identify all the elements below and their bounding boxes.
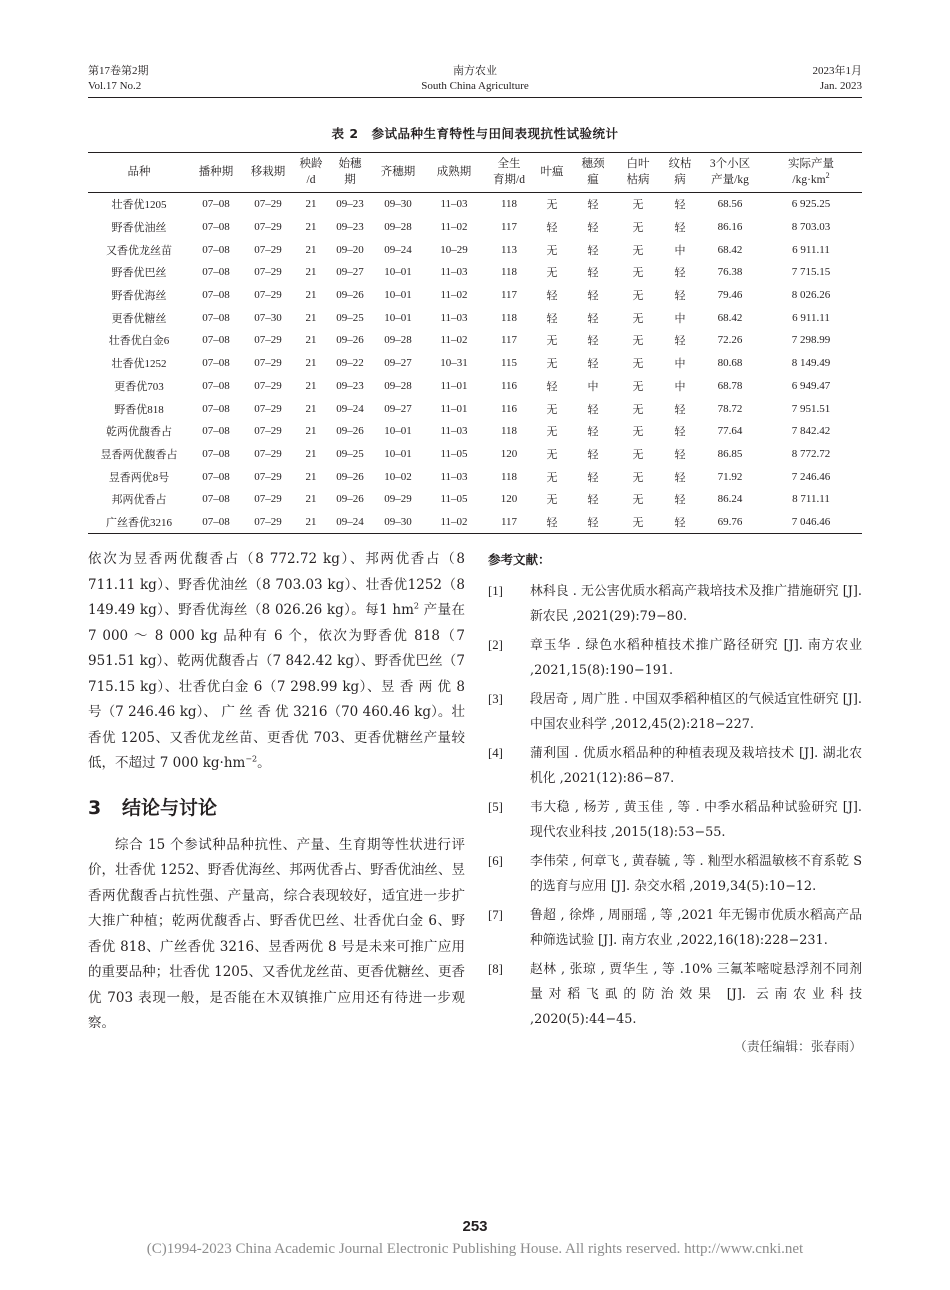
cell-leaf-blight: 无 [632, 222, 644, 235]
cell-growth-period: 117 [500, 221, 518, 234]
cell-sheath-blight: 轻 [674, 403, 686, 416]
cell-leaf-blast: 无 [546, 267, 558, 280]
reference-list [488, 579, 862, 1032]
cell-variety: 又香优龙丝苗 [106, 244, 172, 257]
cell-leaf-blast: 轻 [546, 312, 558, 325]
cell-actual-yield: 7 246.46 [791, 470, 831, 483]
cell-full-heading: 09–29 [384, 493, 412, 506]
cell-plot-yield: 72.26 [717, 334, 743, 347]
col-heading-start: 始穗 期 [328, 153, 372, 193]
cell-growth-period: 116 [500, 379, 518, 392]
cell-transplant: 07–29 [254, 379, 282, 392]
cell-maturity: 11–02 [424, 511, 484, 534]
cell-leaf-blast: 轻 [546, 380, 558, 393]
cell-seedling-age: 21 [305, 357, 317, 370]
cell-variety: 野香优巴丝 [111, 267, 167, 280]
cell-heading-start: 09–26 [336, 493, 364, 506]
cell-leaf-blight: 无 [632, 267, 644, 280]
table-row [88, 375, 862, 398]
cell-seedling-age: 21 [305, 447, 317, 460]
cell-full-heading: 09–30 [384, 198, 412, 211]
cell-full-heading: 09–28 [384, 221, 412, 234]
cell-full-heading: 09–30 [372, 511, 424, 534]
cell-heading-start: 09–26 [336, 289, 364, 302]
cell-variety: 壮香优白金6 [108, 335, 170, 348]
cell-maturity: 11–05 [440, 493, 468, 506]
cell-leaf-blast: 无 [546, 448, 558, 461]
cell-actual-yield: 7 298.99 [791, 334, 831, 347]
reference-number: [5] [488, 800, 503, 814]
cell-variety: 壮香优1205 [111, 199, 167, 212]
cell-growth-period: 120 [500, 493, 518, 506]
cell-variety: 邦两优香占 [111, 494, 167, 507]
cell-leaf-blast: 无 [546, 426, 558, 439]
col-sowing: 播种期 [190, 153, 242, 193]
cell-heading-start: 09–23 [336, 221, 364, 234]
cell-plot-yield: 79.46 [717, 289, 743, 302]
cell-transplant: 07–29 [254, 357, 282, 370]
cell-growth-period: 117 [500, 289, 518, 302]
cell-actual-yield: 6 911.11 [792, 243, 830, 256]
cell-heading-start: 09–23 [336, 379, 364, 392]
cell-growth-period: 118 [500, 425, 518, 438]
cell-transplant: 07–29 [254, 334, 282, 347]
col-seedling-age: 秧龄 /d [294, 153, 328, 193]
cell-leaf-blight: 无 [632, 471, 644, 484]
table-row [88, 465, 862, 488]
cell-sheath-blight: 轻 [660, 511, 700, 534]
reference-number: [7] [488, 908, 503, 922]
cell-sheath-blight: 中 [674, 358, 686, 371]
cell-plot-yield: 76.38 [717, 266, 743, 279]
cell-variety: 壮香优1252 [111, 358, 167, 371]
cell-seedling-age: 21 [305, 198, 317, 211]
table-row [88, 443, 862, 466]
cell-neck-blast: 轻 [587, 290, 599, 303]
left-column [88, 547, 465, 1037]
col-leaf-blast: 叶瘟 [534, 153, 570, 193]
cell-leaf-blast: 轻 [534, 511, 570, 534]
running-header [88, 64, 862, 98]
header-volume-cn: 第17卷第2期 [88, 65, 149, 77]
cell-heading-start: 09–23 [336, 198, 364, 211]
cell-variety: 更香优糖丝 [111, 312, 167, 325]
cell-sheath-blight: 轻 [674, 267, 686, 280]
table-header-row [88, 153, 862, 193]
cell-sheath-blight: 轻 [674, 290, 686, 303]
cell-neck-blast: 轻 [587, 403, 599, 416]
cell-sheath-blight: 中 [674, 244, 686, 257]
reference-number: [2] [488, 638, 503, 652]
cell-leaf-blight: 无 [632, 312, 644, 325]
cell-plot-yield: 77.64 [717, 425, 743, 438]
cell-actual-yield: 8 149.49 [791, 357, 831, 370]
cell-sowing: 07–08 [202, 221, 230, 234]
cell-heading-start: 09–24 [336, 402, 364, 415]
cell-sowing: 07–08 [202, 425, 230, 438]
cell-neck-blast: 轻 [587, 244, 599, 257]
cell-maturity: 11–03 [440, 470, 468, 483]
cell-variety: 乾两优馥香占 [106, 426, 172, 439]
col-neck-blast: 穗颈 瘟 [570, 153, 616, 193]
cell-leaf-blight: 无 [632, 358, 644, 371]
col-plot-yield: 3个小区 产量/kg [700, 153, 760, 193]
cell-transplant: 07–29 [254, 198, 282, 211]
reference-text: 鲁超 , 徐烨 , 周丽瑶 , 等 ,2021 年无锡市优质水稻高产品种筛选试验 [J]. 南方农业 ,2022,16(18):228−231. [530, 908, 862, 948]
cell-plot-yield: 86.16 [717, 221, 743, 234]
table-row [88, 306, 862, 329]
cell-leaf-blight: 无 [632, 380, 644, 393]
cell-growth-period: 116 [500, 402, 518, 415]
col-actual-yield: 实际产量 $/kg\cdot km^2$ [760, 153, 862, 193]
cell-heading-start: 09–25 [336, 311, 364, 324]
cell-seedling-age: 21 [305, 311, 317, 324]
cell-plot-yield: 69.76 [700, 511, 760, 534]
cell-maturity: 11–03 [440, 311, 468, 324]
cell-full-heading: 10–01 [384, 289, 412, 302]
cell-leaf-blight: 无 [632, 448, 644, 461]
reference-item [488, 633, 862, 683]
cell-maturity: 11–02 [440, 289, 468, 302]
cell-plot-yield: 78.72 [717, 402, 743, 415]
cell-neck-blast: 轻 [587, 448, 599, 461]
cell-variety: 更香优703 [114, 380, 164, 393]
col-variety: 品种 [88, 153, 190, 193]
cell-actual-yield: 8 711.11 [792, 493, 830, 506]
cell-leaf-blight: 无 [632, 199, 644, 212]
cell-leaf-blast: 轻 [546, 222, 558, 235]
cell-sowing: 07–08 [202, 311, 230, 324]
reference-item [488, 741, 862, 791]
reference-item [488, 795, 862, 845]
cell-actual-yield: 7 046.46 [760, 511, 862, 534]
cell-plot-yield: 68.42 [717, 243, 743, 256]
cell-sowing: 07–08 [202, 470, 230, 483]
table-caption: 表 2 参试品种生育特性与田间表现抗性试验统计 [331, 126, 619, 141]
cell-heading-start: 09–27 [336, 266, 364, 279]
cell-full-heading: 10–01 [384, 311, 412, 324]
cell-plot-yield: 68.78 [717, 379, 743, 392]
cell-sheath-blight: 轻 [674, 448, 686, 461]
table-row [88, 284, 862, 307]
cell-sowing: 07–08 [202, 357, 230, 370]
table-row [88, 488, 862, 511]
cell-sowing: 07–08 [190, 511, 242, 534]
cell-actual-yield: 7 842.42 [791, 425, 831, 438]
table-row [88, 261, 862, 284]
cell-variety: 野香优818 [114, 403, 164, 416]
cell-neck-blast: 轻 [587, 471, 599, 484]
cell-maturity: 11–03 [440, 198, 468, 211]
cell-maturity: 11–05 [440, 447, 468, 460]
cell-sowing: 07–08 [202, 447, 230, 460]
cell-seedling-age: 21 [305, 379, 317, 392]
cell-leaf-blast: 无 [546, 199, 558, 212]
cell-seedling-age: 21 [305, 425, 317, 438]
header-journal-en: South China Agriculture [421, 80, 529, 92]
cell-growth-period: 113 [500, 243, 518, 256]
cell-actual-yield: 8 772.72 [791, 447, 831, 460]
references-column [488, 547, 862, 1060]
section-heading [88, 793, 465, 823]
cell-maturity: 11–03 [440, 425, 468, 438]
table-row [88, 193, 862, 216]
cell-sowing: 07–08 [202, 379, 230, 392]
cell-neck-blast: 轻 [587, 494, 599, 507]
reference-item [488, 903, 862, 953]
cell-heading-start: 09–26 [336, 334, 364, 347]
cell-sowing: 07–08 [202, 198, 230, 211]
cell-heading-start: 09–20 [336, 243, 364, 256]
cell-maturity: 11–02 [440, 221, 468, 234]
cell-sheath-blight: 轻 [674, 426, 686, 439]
cell-full-heading: 09–27 [384, 357, 412, 370]
reference-item [488, 687, 862, 737]
table-row [88, 329, 862, 352]
cell-maturity: 11–03 [440, 266, 468, 279]
cell-neck-blast: 轻 [587, 426, 599, 439]
cell-transplant: 07–29 [254, 402, 282, 415]
cell-sheath-blight: 轻 [674, 471, 686, 484]
cell-sowing: 07–08 [202, 402, 230, 415]
cell-sowing: 07–08 [202, 266, 230, 279]
cell-actual-yield: 6 925.25 [791, 198, 831, 211]
cell-seedling-age: 21 [305, 289, 317, 302]
reference-number: [6] [488, 854, 503, 868]
col-leaf-blight: 白叶 枯病 [616, 153, 660, 193]
reference-number: [4] [488, 746, 503, 760]
conclusion-paragraph: 综合 15 个参试种品种抗性、产量、生育期等性状进行评价，壮香优 1252、野香优海丝、邦两优香占、野香优油丝、昱香两优馥香占抗性强、产量高，综合表现较好，适宜进一步扩大推广种植；乾两优馥香占、野香优巴丝、壮香优白金 6、野香优 818、广丝香优 3216、昱香两优 8 号是未来可推广应用的重要品种；壮香优 1205、又香优龙丝苗、更香优糖丝、更香优 703 表现一般，是否能在木双镇推广应用还有待进一步观察。 [88, 836, 465, 1031]
cell-actual-yield: 7 715.15 [791, 266, 831, 279]
cell-neck-blast: 轻 [587, 335, 599, 348]
cell-transplant: 07–29 [254, 470, 282, 483]
cell-sowing: 07–08 [202, 493, 230, 506]
cell-leaf-blast: 无 [546, 335, 558, 348]
reference-text: 林科良 . 无公害优质水稻高产栽培技术及推广措施研究 [J]. 新农民 ,2021(29):79−80. [530, 584, 862, 624]
cell-sheath-blight: 中 [674, 380, 686, 393]
cell-full-heading: 09–28 [384, 334, 412, 347]
col-maturity: 成熟期 [424, 153, 484, 193]
cell-neck-blast: 轻 [587, 222, 599, 235]
cell-leaf-blast: 轻 [546, 290, 558, 303]
cell-growth-period: 118 [500, 266, 518, 279]
cell-seedling-age: 21 [305, 402, 317, 415]
cell-neck-blast: 轻 [587, 358, 599, 371]
table-row [88, 352, 862, 375]
cell-sheath-blight: 轻 [674, 335, 686, 348]
cell-plot-yield: 68.56 [717, 198, 743, 211]
cell-plot-yield: 80.68 [717, 357, 743, 370]
references-heading: 参考文献： [488, 552, 551, 567]
reference-number: [1] [488, 584, 503, 598]
cell-neck-blast: 中 [587, 380, 599, 393]
cell-leaf-blight: 无 [632, 335, 644, 348]
cell-full-heading: 10–01 [384, 447, 412, 460]
cell-leaf-blight: 无 [632, 403, 644, 416]
cell-leaf-blight: 无 [632, 244, 644, 257]
cell-neck-blast: 轻 [587, 267, 599, 280]
header-date [813, 64, 863, 94]
reference-text: 李伟荣 , 何章飞 , 黄春毓 , 等 . 籼型水稻温敏核不育系乾 S 的选育与应用 [J]. 杂交水稻 ,2019,34(5):10−12. [530, 854, 862, 894]
cell-plot-yield: 86.85 [717, 447, 743, 460]
cell-maturity: 11–01 [440, 379, 468, 392]
cell-maturity: 10–31 [440, 357, 468, 370]
cell-leaf-blast: 无 [546, 358, 558, 371]
cell-leaf-blast: 无 [546, 471, 558, 484]
reference-number: [3] [488, 692, 503, 706]
cell-leaf-blight: 无 [632, 494, 644, 507]
header-rule [88, 97, 862, 98]
cell-sheath-blight: 中 [674, 312, 686, 325]
cell-transplant: 07–29 [254, 493, 282, 506]
cell-transplant: 07–29 [254, 266, 282, 279]
cell-variety: 野香优油丝 [111, 222, 167, 235]
cell-transplant: 07–30 [254, 311, 282, 324]
cell-leaf-blight: 无 [616, 511, 660, 534]
cell-actual-yield: 8 703.03 [791, 221, 831, 234]
cell-plot-yield: 68.42 [717, 311, 743, 324]
reference-text: 章玉华 . 绿色水稻种植技术推广路径研究 [J]. 南方农业 ,2021,15(8):190−191. [530, 638, 862, 678]
cell-seedling-age: 21 [305, 334, 317, 347]
cell-growth-period: 118 [500, 311, 518, 324]
cell-actual-yield: 8 026.26 [791, 289, 831, 302]
reference-text: 段居奇 , 周广胜 . 中国双季稻种植区的气候适宜性研究 [J]. 中国农业科学 ,2012,45(2):218−227. [530, 692, 862, 732]
cell-variety: 昱香两优馥香占 [100, 448, 178, 461]
cell-seedling-age: 21 [305, 221, 317, 234]
cell-heading-start: 09–25 [336, 447, 364, 460]
cell-seedling-age: 21 [294, 511, 328, 534]
page-number: 253 [462, 1218, 488, 1235]
cell-heading-start: 09–26 [336, 425, 364, 438]
cell-leaf-blast: 无 [546, 494, 558, 507]
cell-leaf-blight: 无 [632, 290, 644, 303]
editor-note: （责任编辑：张春雨） [734, 1040, 862, 1055]
cell-plot-yield: 71.92 [717, 470, 743, 483]
cell-leaf-blast: 无 [546, 403, 558, 416]
yield-paragraph: 依次为昱香两优馥香占（8 772.72 kg）、邦两优香占（8 711.11 kg）、野香优油丝（8 703.03 kg）、壮香优1252（8 149.49 kg）、野香优海丝（8 026.26 kg）。每1 $hm^2$ 产量在 7 000 ～ 8 000 kg 品种有 6 个，依次为野香优 818（7 951.51 kg）、乾两优馥香占（7 842.42 kg）、野香优巴丝（7 715.15 kg）、壮香优白金 6（7 298.99 kg）、昱 香 两 优 8 号（7 246.46 kg）、 广 丝 香 优 3216（70 460.46 kg）。壮香优 1205、又香优龙丝苗、更香优 703、更香优糖丝产量较低，不超过 7 000 $kg\cdot hm^{-2}$。 [88, 551, 465, 771]
cell-variety: 野香优海丝 [111, 290, 167, 303]
table-row [88, 397, 862, 420]
cell-growth-period: 117 [500, 334, 518, 347]
cell-maturity: 10–29 [440, 243, 468, 256]
cell-growth-period: 120 [500, 447, 518, 460]
cell-sowing: 07–08 [202, 243, 230, 256]
cell-seedling-age: 21 [305, 470, 317, 483]
cell-neck-blast: 轻 [587, 312, 599, 325]
cell-full-heading: 09–28 [384, 379, 412, 392]
variety-trial-table [88, 152, 862, 534]
cell-maturity: 11–01 [440, 402, 468, 415]
cell-leaf-blight: 无 [632, 426, 644, 439]
cell-growth-period: 117 [484, 511, 534, 534]
col-growth-period: 全生 育期/d [484, 153, 534, 193]
cell-maturity: 11–02 [440, 334, 468, 347]
cell-seedling-age: 21 [305, 243, 317, 256]
header-volume-en: Vol.17 No.2 [88, 80, 142, 92]
cell-actual-yield: 6 911.11 [792, 311, 830, 324]
cell-full-heading: 10–02 [384, 470, 412, 483]
cell-heading-start: 09–22 [336, 357, 364, 370]
header-journal [88, 64, 862, 94]
reference-number: [8] [488, 962, 503, 976]
reference-text: 蒲利国 . 优质水稻品种的种植表现及栽培技术 [J]. 湖北农机化 ,2021(12):86−87. [530, 746, 862, 786]
cell-transplant: 07–29 [242, 511, 294, 534]
table-row [88, 238, 862, 261]
cell-full-heading: 10–01 [384, 266, 412, 279]
cell-full-heading: 09–27 [384, 402, 412, 415]
header-date-cn: 2023年1月 [812, 65, 862, 77]
reference-item [488, 957, 862, 1032]
cell-sheath-blight: 轻 [674, 494, 686, 507]
cell-full-heading: 10–01 [384, 425, 412, 438]
col-full-heading: 齐穗期 [372, 153, 424, 193]
cell-plot-yield: 86.24 [717, 493, 743, 506]
cell-seedling-age: 21 [305, 266, 317, 279]
cell-full-heading: 09–24 [384, 243, 412, 256]
cell-growth-period: 118 [500, 198, 518, 211]
table-row [88, 511, 862, 534]
cell-growth-period: 115 [500, 357, 518, 370]
cell-sowing: 07–08 [202, 334, 230, 347]
cell-actual-yield: 6 949.47 [791, 379, 831, 392]
cell-seedling-age: 21 [305, 493, 317, 506]
cell-heading-start: 09–26 [336, 470, 364, 483]
header-journal-cn: 南方农业 [453, 65, 497, 77]
section-number: 3 [88, 796, 102, 819]
cell-sheath-blight: 轻 [674, 199, 686, 212]
table-row [88, 420, 862, 443]
cell-heading-start: 09–24 [328, 511, 372, 534]
cell-growth-period: 118 [500, 470, 518, 483]
cell-transplant: 07–29 [254, 425, 282, 438]
copyright-line: (C)1994-2023 China Academic Journal Electronic Publishing House. All rights reserved. http://www.cnki.net [146, 1241, 804, 1257]
cell-neck-blast: 轻 [570, 511, 616, 534]
cell-sowing: 07–08 [202, 289, 230, 302]
cell-sheath-blight: 轻 [674, 222, 686, 235]
cell-leaf-blast: 无 [546, 244, 558, 257]
cell-transplant: 07–29 [254, 243, 282, 256]
cell-actual-yield: 7 951.51 [791, 402, 831, 415]
col-transplant: 移栽期 [242, 153, 294, 193]
reference-item [488, 849, 862, 899]
header-date-en: Jan. 2023 [819, 80, 862, 92]
cell-variety: 广丝香优3216 [88, 511, 190, 534]
cell-neck-blast: 轻 [587, 199, 599, 212]
cell-transplant: 07–29 [254, 221, 282, 234]
reference-text: 赵林 , 张琼 , 贾华生 , 等 .10% 三氟苯嘧啶悬浮剂不同剂量对稻飞虱的防治效果 [J]. 云南农业科技 ,2020(5):44−45. [530, 962, 862, 1027]
cell-transplant: 07–29 [254, 447, 282, 460]
cell-transplant: 07–29 [254, 289, 282, 302]
section-title: 结论与讨论 [122, 796, 218, 819]
col-sheath-blight: 纹枯 病 [660, 153, 700, 193]
reference-text: 韦大稳 , 杨芳 , 黄玉佳 , 等 . 中季水稻品种试验研究 [J]. 现代农业科技 ,2015(18):53−55. [530, 800, 862, 840]
reference-item [488, 579, 862, 629]
cell-variety: 昱香两优8号 [108, 471, 170, 484]
table-row [88, 216, 862, 239]
